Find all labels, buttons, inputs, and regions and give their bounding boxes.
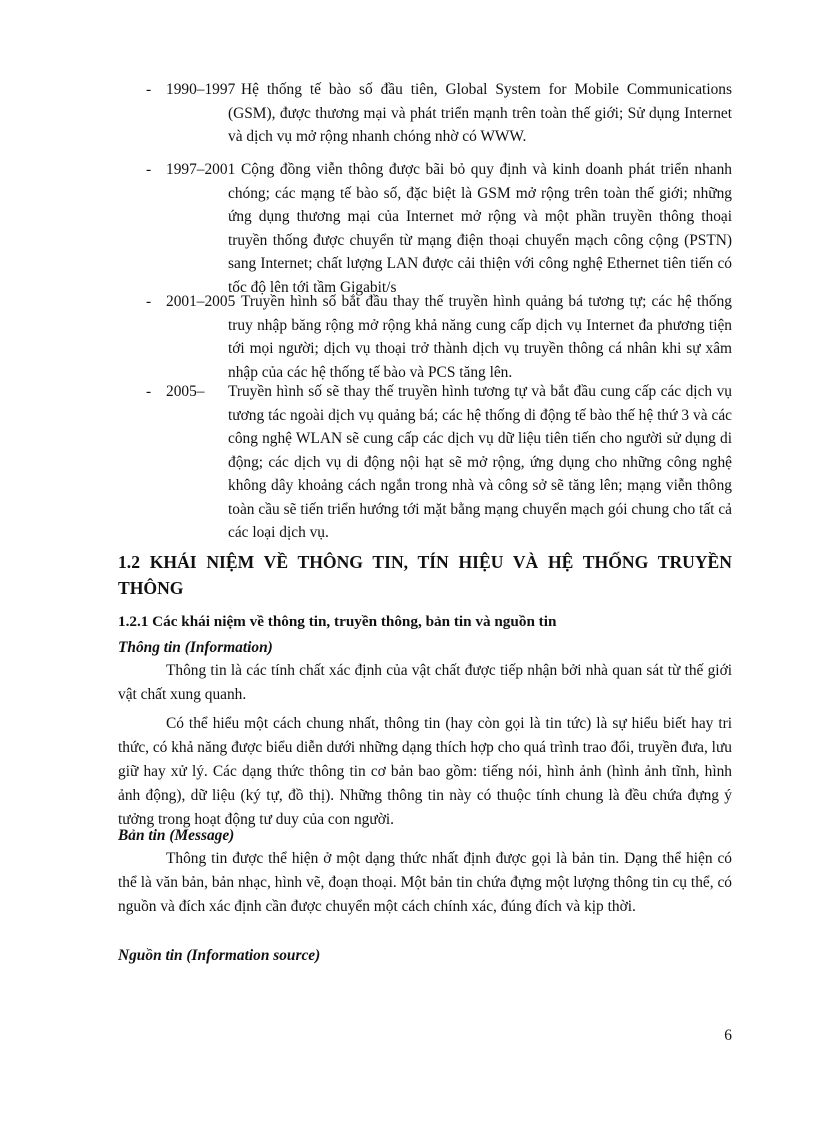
paragraph: Thông tin là các tính chất xác định của vật chất được tiếp nhận bởi nhà quan sát từ thế giới vật chất xung quanh.: [118, 662, 732, 703]
term-information: Thông tin (Information): [118, 639, 273, 656]
timeline-item: [0, 380, 816, 545]
list-dash: -: [146, 81, 152, 98]
paragraph: Thông tin được thể hiện ở một dạng thức nhất định được gọi là bản tin. Dạng thể hiện có thể là văn bản, bản nhạc, hình vẽ, đoạn thoại. Một bản tin chứa đựng một lượng thông tin cụ thể, có nguồn và đích xác định cần được chuyển một cách chính xác, đúng đích và kịp thời.: [118, 850, 732, 915]
timeline-text: Hệ thống tế bào số đầu tiên, Global System for Mobile Communications (GSM), được thương mại và phát triển mạnh trên toàn thế giới; Sử dụng Internet và dịch vụ mở rộng nhanh chóng nhờ có WWW.: [228, 81, 732, 145]
timeline-text: Truyền hình số bắt đầu thay thế truyền hình quảng bá tương tự; các hệ thống truy nhập băng rộng mở rộng khả năng cung cấp dịch vụ Internet đa phương tiện tới mọi người; dịch vụ thoại trở thành dịch vụ truyền thông cá nhân khi sự xâm nhập của các hệ thống tế bào và PCS tăng lên.: [228, 293, 732, 381]
list-dash: -: [146, 161, 152, 178]
source-block: [118, 944, 732, 967]
paragraph: Có thể hiểu một cách chung nhất, thông tin (hay còn gọi là tin tức) là sự hiểu biết hay tri thức, có khả năng được biểu diễn dưới những dạng thích hợp cho quá trình trao đổi, truyền đưa, lưu giữ hay xử lý. Các dạng thức thông tin cơ bản bao gồm: tiếng nói, hình ảnh (hình ảnh tĩnh, hình ảnh động), dữ liệu (ký tự, đồ thị). Những thông tin này có thuộc tính chung là đều chứa đựng ý tưởng trong hoạt động tư duy của con người.: [118, 715, 732, 828]
timeline-text: Truyền hình số sẽ thay thế truyền hình tương tự và bắt đầu cung cấp các dịch vụ tương tác ngoài dịch vụ quảng bá; các hệ thống di động tế bào thế hệ thứ 3 và các công nghệ WLAN sẽ cung cấp các dịch vụ dữ liệu tiên tiến cho người sử dụng di động; các dịch vụ di động nội hạt sẽ mở rộng, ứng dụng cho những công nghệ không dây khoảng cách ngắn trong nhà và công sở sẽ tăng lên; mạng viễn thông toàn cầu sẽ tiến triển hướng tới mặt bằng mạng chuyển mạch gói chung cho tất cả các loại dịch vụ.: [228, 383, 732, 541]
term-source: Nguồn tin (Information source): [118, 947, 321, 964]
timeline-years: 1990–1997: [166, 81, 236, 98]
message-block: [118, 824, 732, 919]
information-block: [118, 636, 732, 832]
timeline-years: 1997–2001: [166, 161, 236, 178]
timeline-years: 2001–2005: [166, 293, 236, 310]
term-message: Bản tin (Message): [118, 827, 235, 844]
list-dash: -: [146, 293, 152, 310]
list-dash: -: [146, 383, 152, 400]
timeline-years: 2005–: [166, 383, 205, 400]
section-heading: 1.2 KHÁI NIỆM VỀ THÔNG TIN, TÍN HIỆU VÀ HỆ THỐNG TRUYỀN THÔNG: [118, 552, 732, 598]
subsection-heading: 1.2.1 Các khái niệm về thông tin, truyền thông, bản tin và nguồn tin: [118, 613, 557, 630]
page-number: 6: [724, 1027, 732, 1044]
timeline-item: [0, 290, 816, 384]
timeline-item: [0, 158, 816, 299]
timeline-item: [0, 78, 816, 149]
timeline-text: Cộng đồng viễn thông được bãi bỏ quy định và kinh doanh phát triển nhanh chóng; các mạng tế bào số, đặc biệt là GSM mở rộng trên toàn thế giới; những ứng dụng thương mại của Internet mở rộng và một phần truyền thông thoại truyền thống được chuyển từ mạng điện thoại chuyển mạch công cộng (PSTN) sang Internet; chất lượng LAN được cải thiện với công nghệ Ethernet tiên tiến có tốc độ lên tới tầm Gigabit/s: [228, 161, 732, 296]
